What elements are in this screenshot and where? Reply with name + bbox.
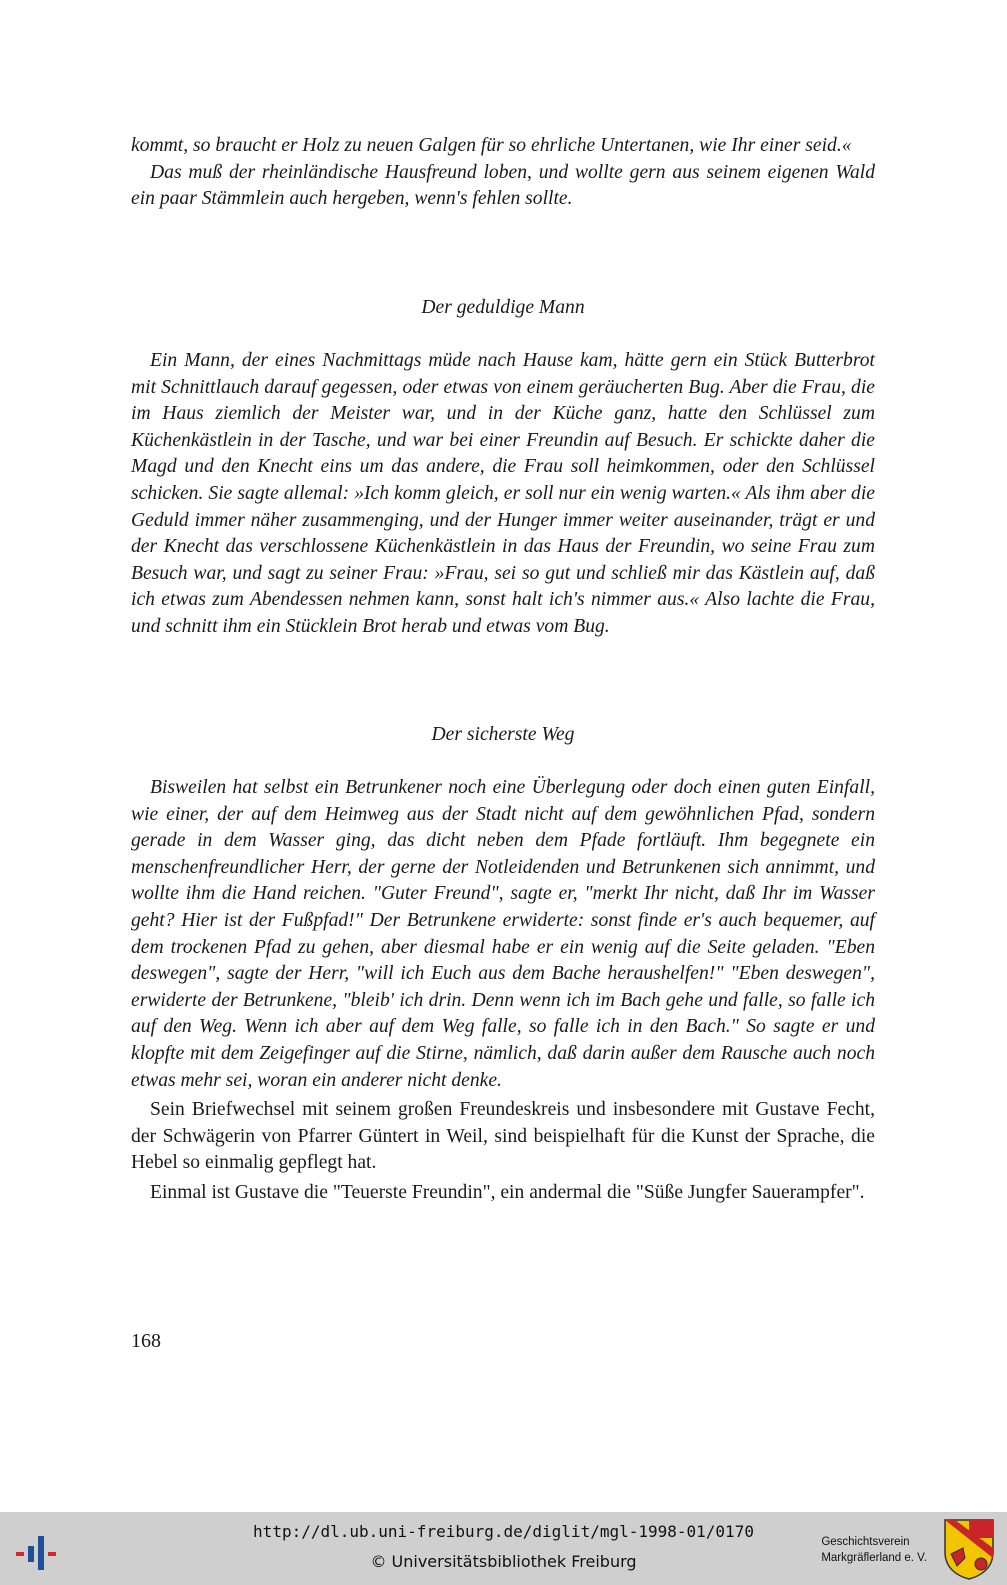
footer-url-link[interactable]: http://dl.ub.uni-freiburg.de/diglit/mgl-1998-01/0170 <box>253 1522 754 1541</box>
paragraph-hausfreund: Das muß der rheinländische Hausfreund loben, und wollte gern aus seinem eigenen Wald ein paar Stämmlein auch hergeben, wenn's fehlen sollte. <box>131 161 875 210</box>
paragraph-continuation: kommt, so braucht er Holz zu neuen Galgen für so ehrliche Untertanen, wie Ihr einer seid.« <box>131 135 852 156</box>
page-number: 168 <box>131 1330 161 1352</box>
footer-bar <box>0 1512 1007 1585</box>
coat-of-arms-icon <box>943 1518 995 1580</box>
org-name-line2: Markgräflerland e. V. <box>821 1552 927 1564</box>
body-top <box>131 133 875 213</box>
paragraph-geduldige-mann: Ein Mann, der eines Nachmittags müde nach Hause kam, hätte gern ein Stück Butterbrot mit Schnittlauch darauf gegessen, oder etwas von einem geräucherten Bug. Aber die Frau, die im Haus ziemlich der Meister war, und in der Küche ganz, hatte den Schlüssel zum Küchenkästlein in der Tasche, und war bei einer Freundin auf Besuch. Er schickte daher die Magd und den Knecht eins um das andere, die Frau soll heimkommen, oder den Schlüssel schicken. Sie sagte allemal: »Ich komm gleich, er soll nur ein wenig warten.« Als ihm aber die Geduld immer näher zusammenging, und der Hunger immer weiter auseinander, trägt er und der Knecht das verschlossene Küchenkästlein in das Haus der Freundin, wo seine Frau zum Besuch war, und sagt zu seiner Frau: »Frau, sei so gut und schließ mir das Kästlein auf, daß ich etwas zum Abendessen nehmen kann, sonst halt ich's nimmer aus.« Also lachte die Frau, und schnitt ihm ein Stücklein Brot herab und etwas vom Bug. <box>131 350 875 637</box>
paragraph-gustave: Einmal ist Gustave die "Teuerste Freundin", ein andermal die "Süße Jungfer Sauerampfer". <box>150 1181 865 1203</box>
paragraph-sicherste-weg: Bisweilen hat selbst ein Betrunkener noch eine Überlegung oder doch einen guten Einfall, wie einer, der auf dem Heimweg aus der Stadt nicht auf dem gewöhnlichen Pfad, sondern gerade in dem Wasser ging, das dicht neben dem Pfade fortläuft. Ihm begegnete ein menschenfreundlicher Herr, der gerne der Notleidenden und Betrunkenen sich annimmt, und wollte ihm die Hand reichen. "Guter Freund", sagte er, "merkt Ihr nicht, daß Ihr im Wasser geht? Hier ist der Fußpfad!" Der Betrunkene erwiderte: sonst finde er's auch bequemer, auf dem trockenen Pfad zu gehen, aber diesmal habe er ein wenig auf die Seite geladen. "Eben deswegen", sagte der Herr, "will ich Euch aus dem Bache heraushelfen!" "Eben deswegen", erwiderte der Betrunkene, "bleib' ich drin. Denn wenn ich im Bach gehe und falle, so falle ich auf den Weg. Wenn ich aber auf dem Weg falle, so falle ich in den Bach." So sagte er und klopfte mit dem Zeigefinger auf die Stirne, nämlich, daß darin außer dem Rausche auch noch etwas mehr sei, woran ein anderer nicht denke. <box>131 777 875 1091</box>
section-heading-sicherste-weg: Der sicherste Weg <box>431 724 575 745</box>
org-name-line1: Geschichtsverein <box>821 1536 910 1548</box>
section-heading-geduldige-mann: Der geduldige Mann <box>421 297 585 318</box>
footer-organization <box>821 1534 927 1566</box>
paragraph-briefwechsel: Sein Briefwechsel mit seinem großen Freundeskreis und insbesondere mit Gustave Fecht, der Schwägerin von Pfarrer Güntert in Weil, sind beispielhaft für die Kunst der Sprache, die Hebel so einmalig gepflegt hat. <box>131 1099 875 1174</box>
story-sicherste-weg <box>131 775 875 1207</box>
story-geduldige-mann <box>131 348 875 641</box>
footer-copyright: © Universitätsbibliothek Freiburg <box>370 1552 637 1571</box>
